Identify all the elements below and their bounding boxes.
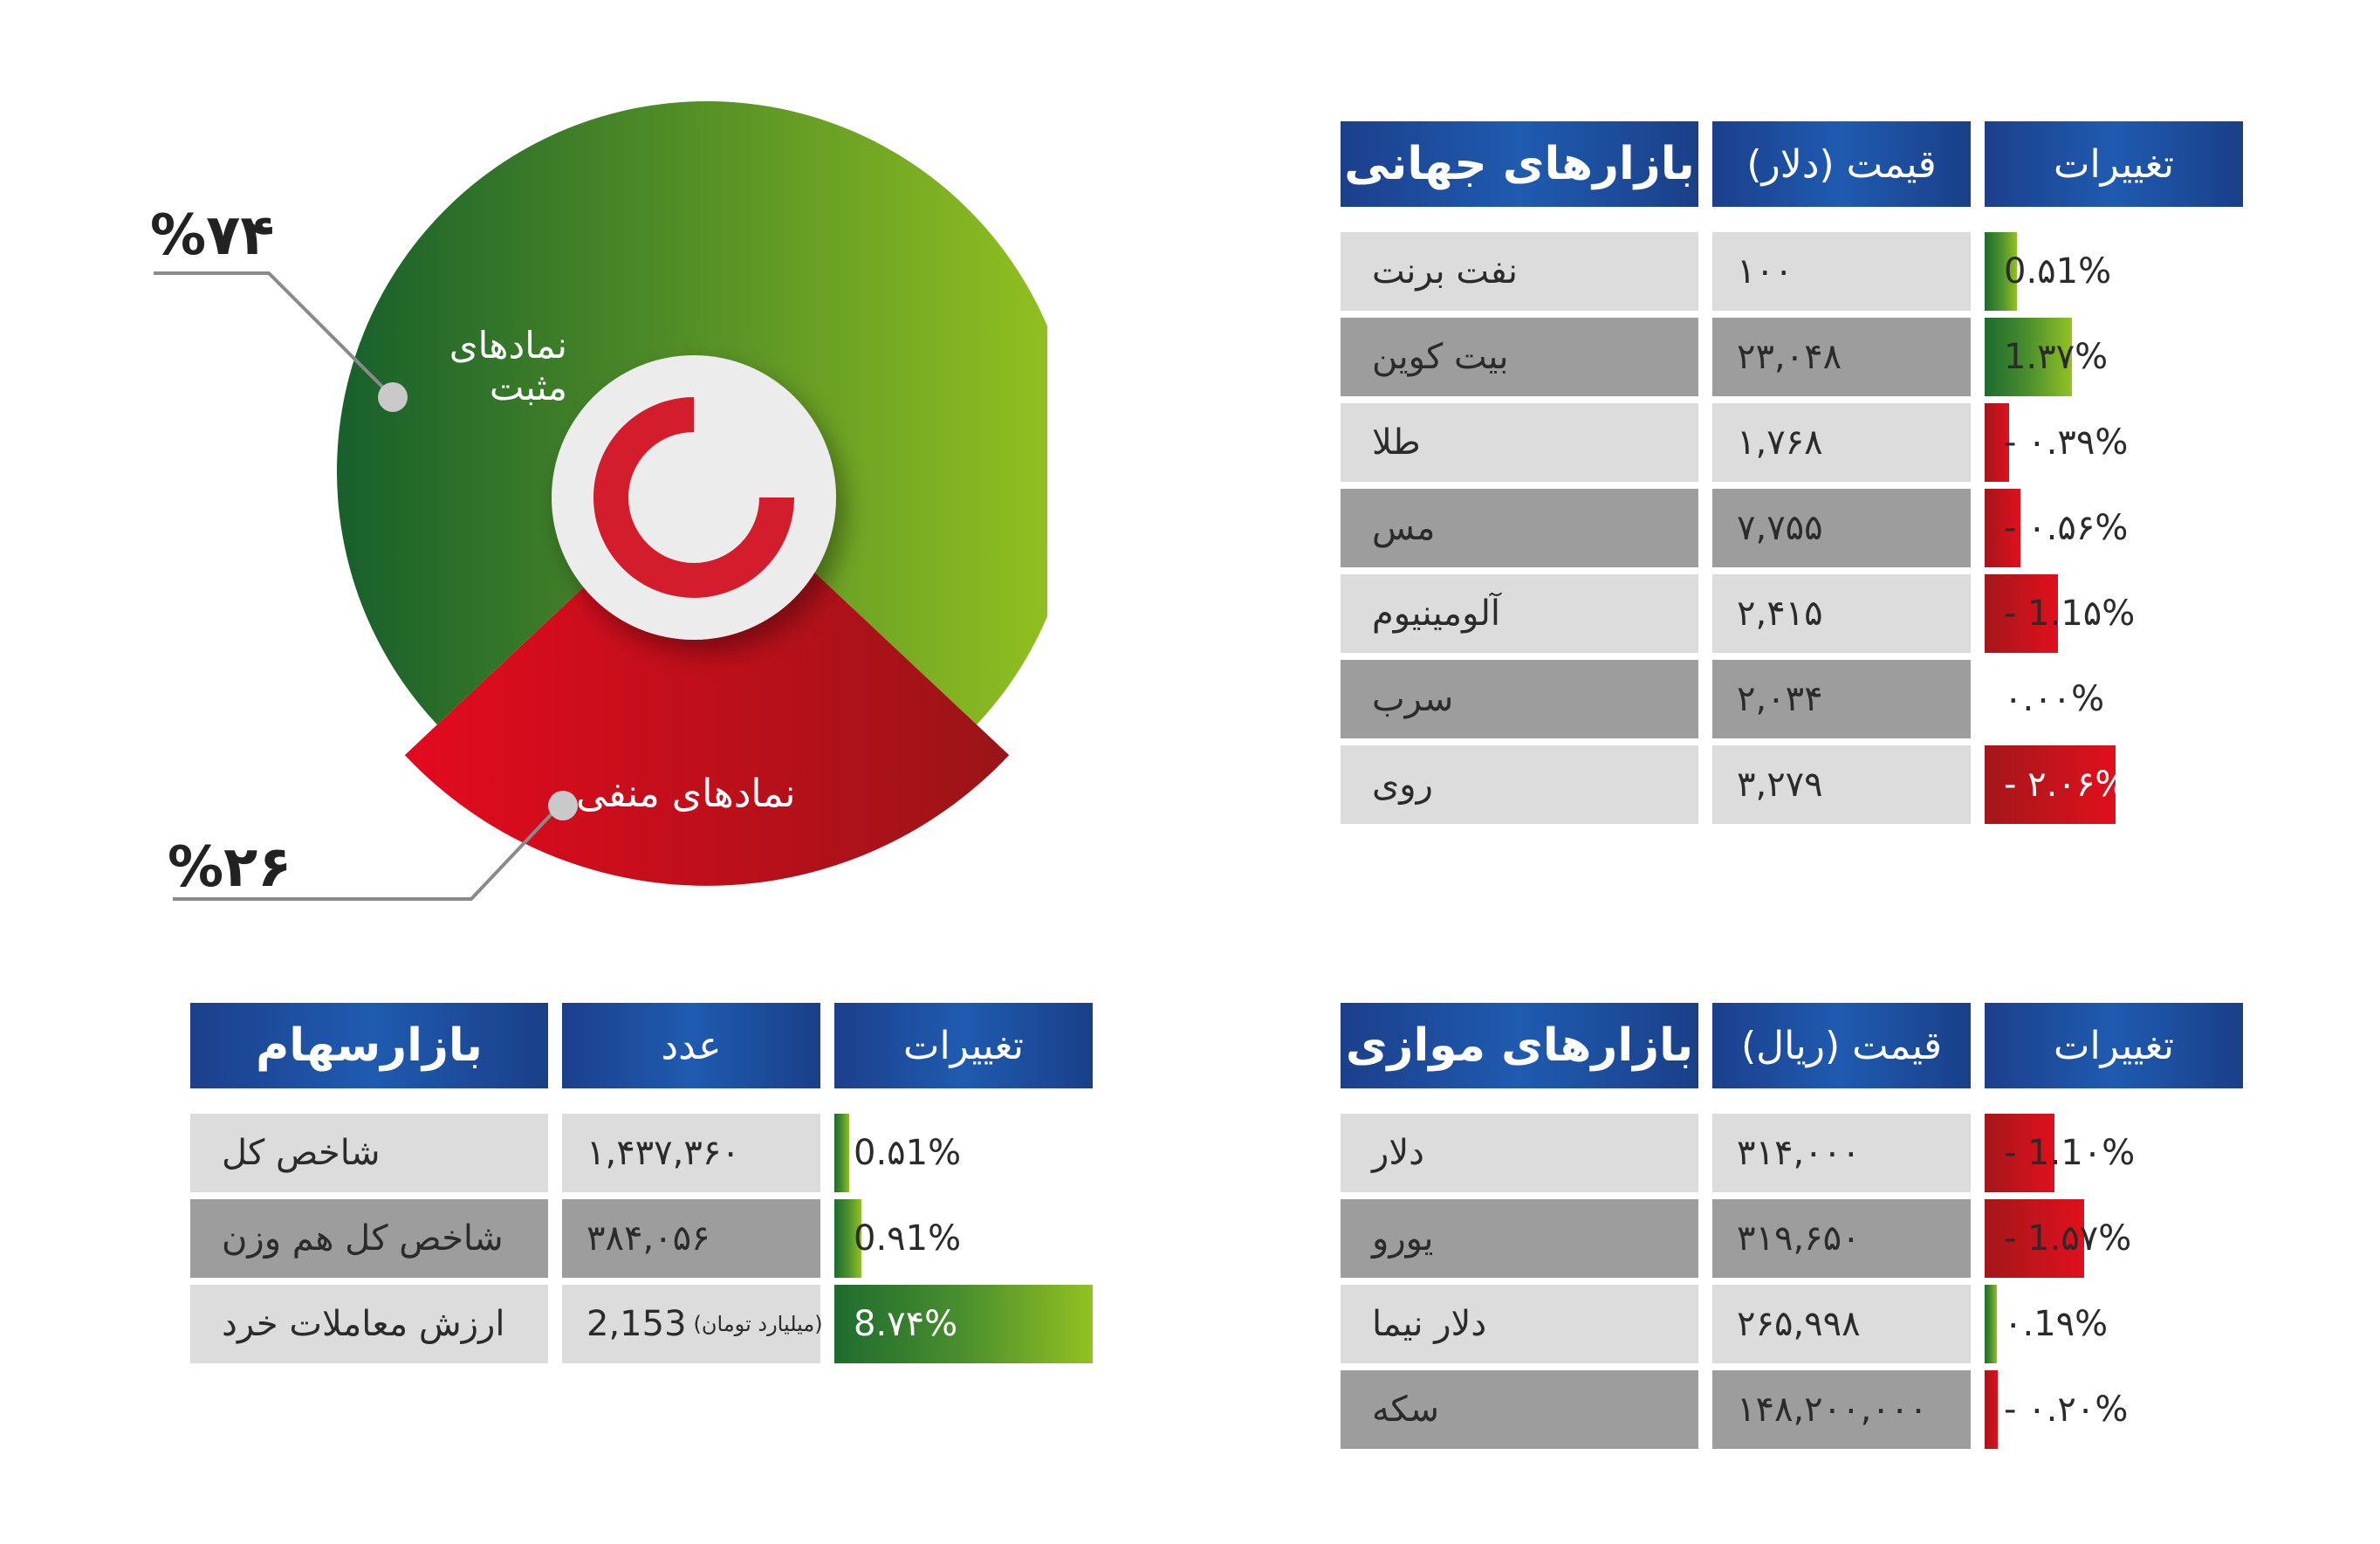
row-change [1985,403,2243,482]
header-title: بازارهای جهانی [1341,121,1698,207]
row-change [1985,660,2243,738]
price-unit: (میلیارد تومان) [693,1312,823,1336]
change-value: 0.۹1% [854,1218,962,1259]
row-change [834,1285,1093,1363]
row-price: ۱,۴۳۷,۳۶۰ [562,1114,820,1192]
row-price: ۳۸۴,۰۵۶ [562,1199,820,1278]
row-price: ۱۴۸,۲۰۰,۰۰۰ [1712,1370,1971,1449]
row-name: دلار [1341,1114,1698,1192]
row-name: سرب [1341,660,1698,738]
row-price: ۲,۴۱۵ [1712,574,1971,653]
row-change [1985,1370,2243,1449]
row-name: سکه [1341,1370,1698,1449]
row-change [1985,1114,2243,1192]
row-price: 2,153 (میلیارد تومان) [562,1285,820,1363]
change-value: ۰.1۹% [2004,1304,2109,1344]
row-price: ۱۰۰ [1712,232,1971,311]
row-name: شاخص کل هم وزن [190,1199,548,1278]
row-change [834,1114,1093,1192]
header-change: تغییرات [1985,121,2243,207]
change-value: - ۰.۲۰% [2004,1390,2129,1430]
row-change [1985,1199,2243,1278]
row-name: روی [1341,745,1698,824]
header-title: بازارسهام [190,1003,548,1088]
row-name: آلومینیوم [1341,574,1698,653]
negative-percent-label: %۲۶ [168,835,292,900]
change-bar [1985,1370,1998,1449]
change-value: 1.۳۷% [2004,337,2109,377]
row-name: طلا [1341,403,1698,482]
change-value: - ۰.۵۶% [2004,508,2129,548]
change-value: 8.۷۴% [854,1304,958,1344]
leader-dot-negative [548,791,578,820]
row-change [1985,232,2243,311]
row-name: دلار نیما [1341,1285,1698,1363]
row-name: مس [1341,489,1698,567]
change-value: - ۰.۳۹% [2004,422,2129,463]
row-change [1985,318,2243,396]
row-change [1985,574,2243,653]
change-value: - 1.1۰% [2004,1133,2136,1173]
negative-slice-label: نمادهای منفی [576,772,796,816]
change-value: - 1.1۵% [2004,594,2136,634]
change-value: - ۲.۰۶% [2004,765,2129,805]
row-price: ۲۳,۰۴۸ [1712,318,1971,396]
change-value: ۰.۰۰% [2004,679,2105,719]
row-change [1985,489,2243,567]
change-bar [834,1114,849,1192]
change-bar [1985,1285,1997,1363]
leader-dot-positive [378,382,408,412]
donut-chart [0,0,1047,960]
row-name: ارزش معاملات خرد [190,1285,548,1363]
row-price: ۲,۰۳۴ [1712,660,1971,738]
row-name: بیت کوین [1341,318,1698,396]
row-name: یورو [1341,1199,1698,1278]
change-value: 0.۵1% [2004,251,2112,292]
row-price: ۳۱۴,۰۰۰ [1712,1114,1971,1192]
header-price: قیمت (ریال) [1712,1003,1971,1088]
change-value: 0.۵1% [854,1133,962,1173]
positive-percent-label: %۷۴ [150,203,275,268]
row-price: ۷,۷۵۵ [1712,489,1971,567]
row-change [1985,745,2243,824]
header-change: تغییرات [1985,1003,2243,1088]
row-price: ۱,۷۶۸ [1712,403,1971,482]
header-price: قیمت (دلار) [1712,121,1971,207]
header-price: عدد [562,1003,820,1088]
header-change: تغییرات [834,1003,1093,1088]
row-name: نفت برنت [1341,232,1698,311]
change-value: - 1.۵۷% [2004,1218,2132,1259]
row-change [1985,1285,2243,1363]
row-price: ۳,۲۷۹ [1712,745,1971,824]
row-name: شاخص کل [190,1114,548,1192]
row-price: ۳۱۹,۶۵۰ [1712,1199,1971,1278]
row-change [834,1199,1093,1278]
row-price: ۲۶۵,۹۹۸ [1712,1285,1971,1363]
positive-slice-label: نمادهای مثبت [449,324,567,409]
header-title: بازارهای موازی [1341,1003,1698,1088]
